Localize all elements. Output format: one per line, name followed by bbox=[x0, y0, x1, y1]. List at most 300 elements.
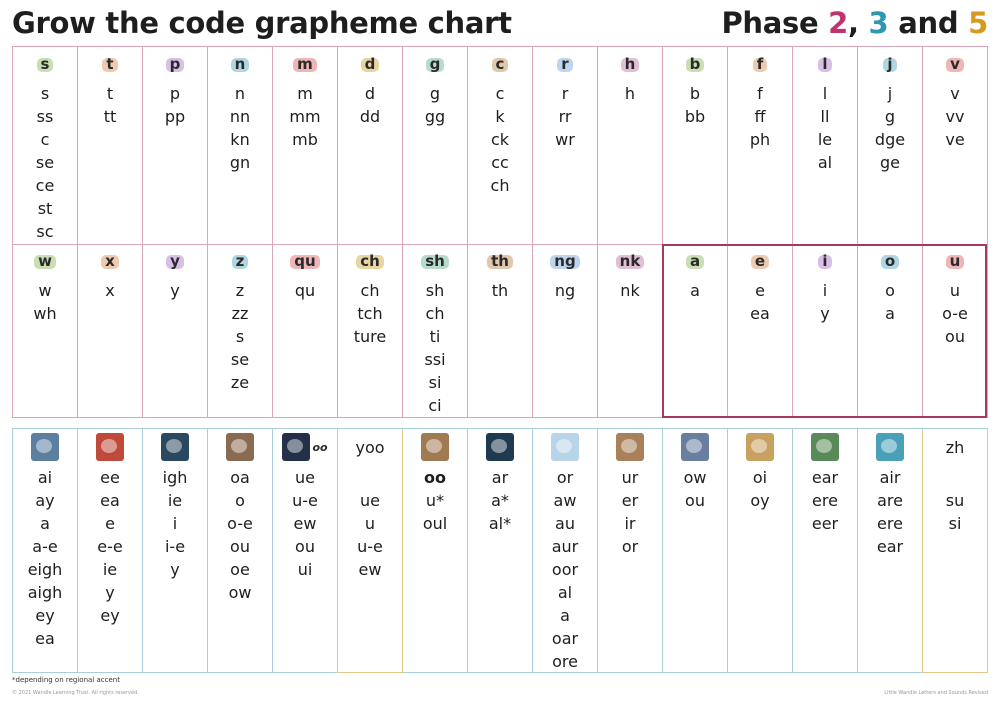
snail-picture-icon bbox=[31, 433, 59, 461]
grapheme: mm bbox=[289, 107, 321, 126]
grapheme-list bbox=[923, 81, 987, 151]
chart-title: Grow the code grapheme chart bbox=[12, 6, 512, 40]
grapheme: d bbox=[364, 84, 376, 103]
grapheme: y bbox=[170, 281, 180, 300]
grapheme-list bbox=[78, 278, 142, 302]
grapheme: ci bbox=[428, 396, 442, 415]
grapheme: ou bbox=[685, 491, 705, 510]
column-header bbox=[13, 244, 77, 278]
grapheme: a* bbox=[491, 491, 509, 510]
header-text: oo bbox=[312, 440, 328, 454]
grapheme-column bbox=[208, 429, 273, 673]
grapheme-column bbox=[13, 47, 78, 245]
header-letter: r bbox=[561, 55, 569, 73]
grapheme-list bbox=[403, 465, 467, 535]
grapheme: n bbox=[234, 84, 246, 103]
column-header bbox=[78, 244, 142, 278]
grapheme: i bbox=[822, 281, 828, 300]
grapheme: igh bbox=[162, 468, 188, 487]
grapheme: aur bbox=[551, 537, 579, 556]
grapheme: ew bbox=[293, 514, 317, 533]
grapheme bbox=[338, 466, 402, 489]
grapheme: ear bbox=[876, 537, 904, 556]
grapheme: ai bbox=[37, 468, 53, 487]
grapheme-list bbox=[663, 278, 727, 302]
grapheme: zz bbox=[231, 304, 249, 323]
grapheme: ce bbox=[35, 176, 55, 195]
grapheme: l bbox=[822, 84, 828, 103]
header-letter: g bbox=[429, 55, 441, 73]
grapheme: oa bbox=[230, 468, 250, 487]
column-header bbox=[468, 244, 532, 278]
grapheme: ss bbox=[36, 107, 54, 126]
grapheme: nn bbox=[229, 107, 251, 126]
grapheme-column bbox=[273, 244, 338, 418]
grapheme-column bbox=[338, 47, 403, 245]
grapheme: y bbox=[105, 583, 115, 602]
column-header bbox=[468, 429, 532, 465]
grapheme-column bbox=[403, 244, 468, 418]
grapheme-list bbox=[858, 81, 922, 174]
column-header bbox=[143, 47, 207, 81]
grapheme-column bbox=[858, 47, 923, 245]
grapheme-list bbox=[13, 465, 77, 650]
moon-picture-icon bbox=[282, 433, 310, 461]
header-letter: u bbox=[949, 252, 961, 270]
grapheme: oy bbox=[750, 491, 770, 510]
grapheme-list bbox=[533, 465, 597, 673]
grapheme: v bbox=[950, 84, 960, 103]
grapheme: ow bbox=[228, 583, 252, 602]
column-header bbox=[78, 47, 142, 81]
grapheme: cc bbox=[491, 153, 509, 172]
grapheme-column bbox=[858, 244, 923, 418]
boat-picture-icon bbox=[226, 433, 254, 461]
header-letter: f bbox=[756, 55, 764, 73]
grapheme: o-e bbox=[942, 304, 968, 323]
grapheme: ze bbox=[230, 373, 250, 392]
header-letter: z bbox=[235, 252, 245, 270]
header-letter: x bbox=[105, 252, 115, 270]
grapheme: ou bbox=[295, 537, 315, 556]
grapheme-list bbox=[598, 81, 662, 105]
grapheme: a bbox=[885, 304, 895, 323]
grapheme: or bbox=[621, 537, 639, 556]
grapheme: ti bbox=[429, 327, 441, 346]
grapheme: ll bbox=[820, 107, 830, 126]
grapheme: ch bbox=[360, 281, 380, 300]
grapheme: ea bbox=[750, 304, 770, 323]
grapheme: ff bbox=[754, 107, 766, 126]
header-letter: j bbox=[887, 55, 893, 73]
header-letter: b bbox=[689, 55, 701, 73]
grapheme-column bbox=[728, 47, 793, 245]
grapheme-list bbox=[598, 278, 662, 302]
grapheme: al* bbox=[488, 514, 512, 533]
column-header bbox=[793, 429, 857, 465]
phase-3: 3 bbox=[868, 6, 889, 40]
grapheme-column bbox=[338, 244, 403, 418]
grapheme: u-e bbox=[292, 491, 318, 510]
grapheme: tch bbox=[357, 304, 383, 323]
grapheme-column bbox=[78, 47, 143, 245]
grapheme: gn bbox=[229, 153, 251, 172]
grapheme: sh bbox=[425, 281, 445, 300]
grapheme bbox=[923, 466, 987, 489]
grapheme-list bbox=[403, 81, 467, 128]
grapheme-column bbox=[793, 47, 858, 245]
phase-5-vowel-grid bbox=[12, 428, 988, 673]
grapheme-list bbox=[468, 81, 532, 197]
grapheme-list bbox=[273, 465, 337, 581]
header-letter: s bbox=[40, 55, 50, 73]
grapheme: u bbox=[949, 281, 961, 300]
header-letter: l bbox=[822, 55, 828, 73]
column-header bbox=[663, 244, 727, 278]
grapheme: gg bbox=[424, 107, 446, 126]
copyright: © 2021 Wandle Learning Trust. All rights reserved. bbox=[12, 690, 139, 696]
column-header bbox=[793, 244, 857, 278]
grapheme-column bbox=[143, 429, 208, 673]
grapheme: eigh bbox=[27, 560, 63, 579]
grapheme-column bbox=[13, 244, 78, 418]
grapheme: ar bbox=[491, 468, 509, 487]
grapheme-list bbox=[858, 278, 922, 325]
header-letter: t bbox=[106, 55, 114, 73]
column-header bbox=[13, 429, 77, 465]
grapheme-column bbox=[403, 47, 468, 245]
grapheme: ea bbox=[35, 629, 55, 648]
grapheme: bb bbox=[684, 107, 706, 126]
grapheme-column bbox=[533, 244, 598, 418]
grapheme-list bbox=[728, 465, 792, 512]
grapheme-column bbox=[923, 244, 988, 418]
grapheme: oe bbox=[230, 560, 250, 579]
column-header bbox=[858, 429, 922, 465]
grapheme-column bbox=[663, 244, 728, 418]
grapheme: al bbox=[557, 583, 573, 602]
grapheme: nk bbox=[620, 281, 640, 300]
header-letter: ch bbox=[360, 252, 380, 270]
grapheme: ow bbox=[683, 468, 707, 487]
column-header: zh bbox=[945, 437, 965, 457]
grapheme-list bbox=[338, 278, 402, 348]
grapheme: mb bbox=[292, 130, 318, 149]
grapheme-column bbox=[793, 429, 858, 673]
column-header bbox=[533, 429, 597, 465]
grapheme: o bbox=[885, 281, 895, 300]
grapheme: ssi bbox=[424, 350, 446, 369]
grapheme: o bbox=[235, 491, 245, 510]
grapheme-list bbox=[468, 278, 532, 302]
grapheme: ie bbox=[167, 491, 183, 510]
night-picture-icon bbox=[161, 433, 189, 461]
grapheme: ey bbox=[35, 606, 55, 625]
grapheme-column bbox=[78, 244, 143, 418]
grapheme: ui bbox=[297, 560, 313, 579]
grapheme-column bbox=[273, 47, 338, 245]
column-header bbox=[143, 244, 207, 278]
grapheme: dd bbox=[359, 107, 381, 126]
grapheme-column bbox=[468, 47, 533, 245]
phase-and: and bbox=[898, 6, 959, 40]
header-letter: y bbox=[170, 252, 180, 270]
grapheme: ur bbox=[621, 468, 639, 487]
grapheme: dge bbox=[874, 130, 906, 149]
grapheme: a bbox=[690, 281, 700, 300]
grapheme-column bbox=[468, 244, 533, 418]
grapheme-list bbox=[663, 465, 727, 512]
grapheme-column bbox=[663, 47, 728, 245]
grapheme: y bbox=[170, 560, 180, 579]
horse-picture-icon bbox=[551, 433, 579, 461]
grapheme-list bbox=[923, 278, 987, 348]
grapheme-list bbox=[598, 465, 662, 558]
grapheme: ue bbox=[295, 468, 315, 487]
grapheme: ere bbox=[877, 514, 903, 533]
grapheme-list bbox=[663, 81, 727, 128]
header-letter: nk bbox=[619, 252, 641, 270]
grapheme: i bbox=[172, 514, 178, 533]
column-header bbox=[403, 244, 467, 278]
grapheme-list bbox=[728, 81, 792, 151]
grapheme: a bbox=[560, 606, 570, 625]
column-header bbox=[663, 47, 727, 81]
column-header bbox=[598, 47, 662, 81]
grapheme: oor bbox=[551, 560, 579, 579]
grapheme-column bbox=[793, 244, 858, 418]
grapheme: se bbox=[230, 350, 250, 369]
grapheme: x bbox=[105, 281, 115, 300]
grapheme-column bbox=[338, 429, 403, 673]
header-letter: e bbox=[754, 252, 766, 270]
grapheme-list bbox=[793, 278, 857, 325]
header-letter: a bbox=[689, 252, 701, 270]
grapheme-list bbox=[338, 465, 402, 581]
boy-picture-icon bbox=[746, 433, 774, 461]
grapheme: ph bbox=[749, 130, 771, 149]
phase-5: 5 bbox=[968, 6, 988, 40]
column-header bbox=[923, 47, 987, 81]
grapheme: ou bbox=[945, 327, 965, 346]
grapheme-list bbox=[78, 81, 142, 128]
grapheme: h bbox=[624, 84, 636, 103]
grapheme-column bbox=[143, 244, 208, 418]
column-header bbox=[858, 244, 922, 278]
column-header bbox=[468, 47, 532, 81]
grapheme: u* bbox=[425, 491, 445, 510]
header-letter: m bbox=[297, 55, 313, 73]
grapheme-list bbox=[78, 465, 142, 627]
grapheme: tt bbox=[103, 107, 117, 126]
header-letter: o bbox=[884, 252, 896, 270]
grapheme: oi bbox=[752, 468, 768, 487]
grapheme: a-e bbox=[32, 537, 58, 556]
column-header bbox=[858, 47, 922, 81]
grapheme: j bbox=[887, 84, 893, 103]
grapheme: u bbox=[364, 514, 376, 533]
header-letter: v bbox=[950, 55, 960, 73]
grapheme: g bbox=[429, 84, 441, 103]
grapheme: e bbox=[105, 514, 115, 533]
grapheme-list bbox=[793, 465, 857, 535]
grapheme: s bbox=[235, 327, 245, 346]
phase-comma: , bbox=[848, 6, 859, 40]
header-letter: w bbox=[38, 252, 52, 270]
header-letter: i bbox=[822, 252, 828, 270]
grapheme-list bbox=[338, 81, 402, 128]
grapheme: si bbox=[948, 514, 962, 533]
grapheme-column bbox=[143, 47, 208, 245]
grapheme-column bbox=[728, 429, 793, 673]
grapheme-column bbox=[208, 244, 273, 418]
grapheme: m bbox=[297, 84, 313, 103]
grapheme-column bbox=[728, 244, 793, 418]
grapheme: ch bbox=[425, 304, 445, 323]
grapheme-list bbox=[208, 278, 272, 394]
column-header bbox=[923, 244, 987, 278]
column-header bbox=[533, 47, 597, 81]
grapheme: o-e bbox=[227, 514, 253, 533]
header-letter: qu bbox=[294, 252, 316, 270]
grapheme: ue bbox=[360, 491, 380, 510]
grapheme: au bbox=[555, 514, 575, 533]
grapheme-column bbox=[403, 429, 468, 673]
grapheme: ch bbox=[490, 176, 510, 195]
column-header bbox=[403, 429, 467, 465]
grapheme: p bbox=[169, 84, 181, 103]
column-header: yoo bbox=[355, 437, 385, 457]
column-header bbox=[403, 47, 467, 81]
grapheme-column bbox=[533, 429, 598, 673]
grapheme: se bbox=[35, 153, 55, 172]
grapheme: kn bbox=[230, 130, 250, 149]
phase-label bbox=[721, 6, 988, 40]
grapheme: ve bbox=[945, 130, 965, 149]
grapheme: rr bbox=[558, 107, 572, 126]
column-header bbox=[208, 429, 272, 465]
grapheme: wr bbox=[555, 130, 575, 149]
grapheme-list bbox=[533, 278, 597, 302]
grapheme: aw bbox=[553, 491, 577, 510]
footnote: *depending on regional accent bbox=[12, 676, 120, 684]
grapheme: th bbox=[491, 281, 509, 300]
grapheme-list bbox=[143, 81, 207, 128]
column-header bbox=[728, 244, 792, 278]
grapheme: eer bbox=[811, 514, 839, 533]
grapheme-list bbox=[13, 81, 77, 243]
grapheme-list bbox=[143, 465, 207, 581]
grapheme: g bbox=[884, 107, 896, 126]
column-header bbox=[273, 244, 337, 278]
grapheme-column bbox=[598, 429, 663, 673]
grapheme: ge bbox=[880, 153, 900, 172]
grapheme: ck bbox=[490, 130, 510, 149]
grapheme: ir bbox=[624, 514, 636, 533]
grapheme-column bbox=[858, 429, 923, 673]
grapheme-column bbox=[78, 429, 143, 673]
grapheme-column bbox=[468, 429, 533, 673]
grapheme: sc bbox=[36, 222, 54, 241]
header-letter: ng bbox=[554, 252, 576, 270]
grapheme: ea bbox=[100, 491, 120, 510]
grapheme-list bbox=[13, 278, 77, 325]
grapheme-list bbox=[403, 278, 467, 417]
header-letter: th bbox=[491, 252, 509, 270]
grapheme: ie bbox=[102, 560, 118, 579]
grapheme: e-e bbox=[97, 537, 123, 556]
grapheme-list bbox=[728, 278, 792, 325]
column-header bbox=[533, 244, 597, 278]
column-header bbox=[598, 244, 662, 278]
grapheme: ore bbox=[552, 652, 578, 671]
grapheme: su bbox=[945, 491, 965, 510]
grapheme-column bbox=[13, 429, 78, 673]
column-header bbox=[143, 429, 207, 465]
grapheme-column bbox=[533, 47, 598, 245]
grapheme: t bbox=[106, 84, 114, 103]
grapheme: ear bbox=[811, 468, 839, 487]
column-header bbox=[338, 47, 402, 81]
credit: Little Wandle Letters and Sounds Revised bbox=[884, 690, 988, 696]
header-letter: sh bbox=[425, 252, 445, 270]
grapheme-list bbox=[923, 465, 987, 535]
grapheme-list bbox=[468, 465, 532, 535]
header-letter: p bbox=[169, 55, 181, 73]
phase-word: Phase bbox=[721, 6, 819, 40]
phase-2: 2 bbox=[828, 6, 849, 40]
grapheme-list bbox=[533, 81, 597, 151]
grapheme: ture bbox=[353, 327, 387, 346]
car-picture-icon bbox=[96, 433, 124, 461]
grapheme: s bbox=[40, 84, 50, 103]
header-letter: n bbox=[234, 55, 246, 73]
grapheme: or bbox=[556, 468, 574, 487]
grapheme: are bbox=[877, 491, 903, 510]
grapheme: ey bbox=[100, 606, 120, 625]
grapheme-list bbox=[143, 278, 207, 302]
grapheme: c bbox=[495, 84, 505, 103]
grapheme: le bbox=[817, 130, 833, 149]
grapheme-column bbox=[923, 47, 988, 245]
grapheme-list bbox=[208, 465, 272, 604]
grapheme-list bbox=[793, 81, 857, 174]
grapheme: qu bbox=[294, 281, 316, 300]
grapheme: oul bbox=[422, 514, 448, 533]
grapheme: e bbox=[755, 281, 765, 300]
grapheme: c bbox=[40, 130, 50, 149]
grapheme: r bbox=[561, 84, 569, 103]
grapheme: oo bbox=[424, 468, 446, 487]
grapheme-list bbox=[208, 81, 272, 174]
grapheme: u-e bbox=[357, 537, 383, 556]
grapheme-column bbox=[923, 429, 988, 673]
grapheme: y bbox=[820, 304, 830, 323]
header-letter: h bbox=[624, 55, 636, 73]
grapheme: ee bbox=[100, 468, 120, 487]
consonant-vowel-grid-row-2 bbox=[12, 244, 988, 418]
column-header bbox=[728, 429, 792, 465]
grapheme: si bbox=[428, 373, 442, 392]
grapheme-list bbox=[858, 465, 922, 558]
column-header bbox=[338, 244, 402, 278]
grapheme-column bbox=[663, 429, 728, 673]
grapheme: ere bbox=[812, 491, 838, 510]
hair-picture-icon bbox=[876, 433, 904, 461]
grapheme: ou bbox=[230, 537, 250, 556]
grapheme-column bbox=[208, 47, 273, 245]
nurse-picture-icon bbox=[616, 433, 644, 461]
